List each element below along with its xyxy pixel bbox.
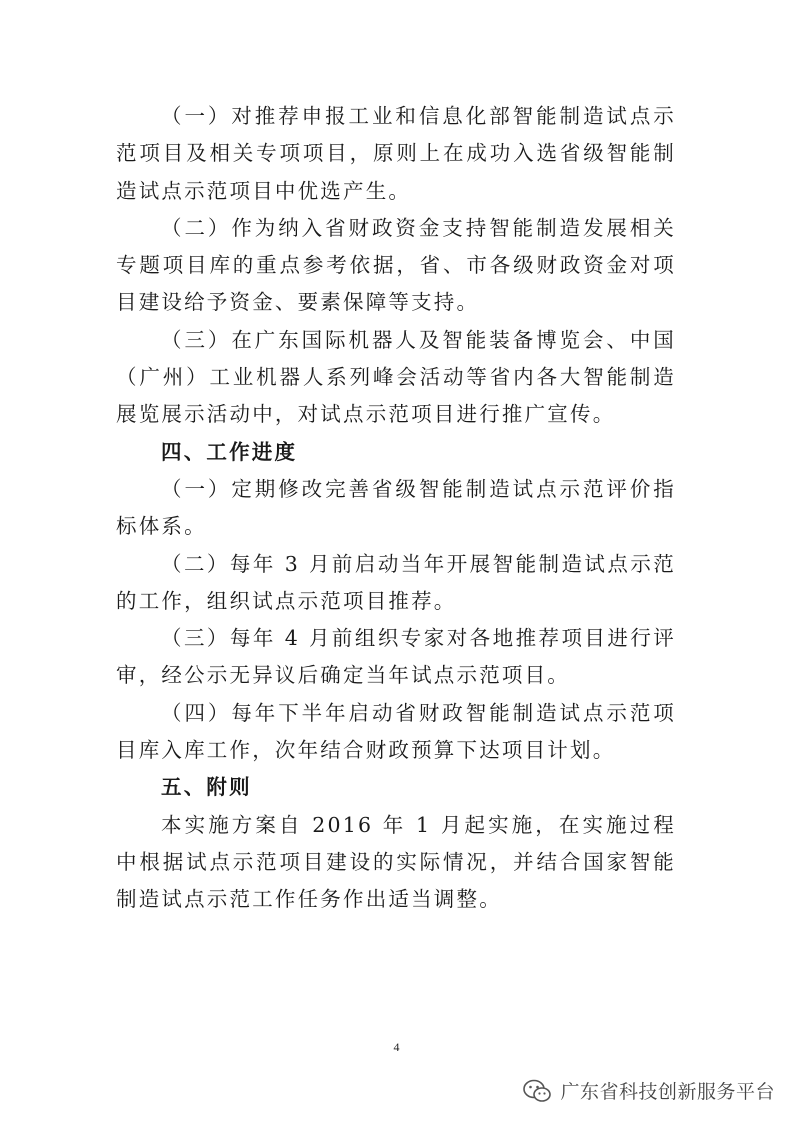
wechat-icon: [522, 1078, 552, 1104]
paragraph-progress-4: （四）每年下半年启动省财政智能制造试点示范项目库入库工作，次年结合财政预算下达项目计划。: [116, 700, 676, 763]
paragraph-support-2: （二）作为纳入省财政资金支持智能制造发展相关专题项目库的重点参考依据，省、市各级财政资金对项目建设给予资金、要素保障等支持。: [116, 215, 676, 315]
paragraph-progress-1: （一）定期修改完善省级智能制造试点示范评价指标体系。: [116, 476, 676, 539]
paragraph-appendix: 本实施方案自 2016 年 1 月起实施，在实施过程中根据试点示范项目建设的实际情况，并结合国家智能制造试点示范工作任务作出适当调整。: [116, 812, 676, 912]
section-heading-progress: 四、工作进度: [161, 439, 298, 464]
paragraph-support-1: （一）对推荐申报工业和信息化部智能制造试点示范项目及相关专项项目，原则上在成功入选省级智能制造试点示范项目中优选产生。: [116, 104, 676, 203]
watermark-text: 广东省科技创新服务平台: [560, 1081, 775, 1103]
section-heading-appendix: 五、附则: [161, 775, 252, 800]
paragraph-progress-3: （三）每年 4 月前组织专家对各地推荐项目进行评审，经公示无异议后确定当年试点示范项目。: [116, 626, 676, 688]
paragraph-progress-2: （二）每年 3 月前启动当年开展智能制造试点示范的工作，组织试点示范项目推荐。: [116, 551, 676, 613]
paragraph-support-3: （三）在广东国际机器人及智能装备博览会、中国（广州）工业机器人系列峰会活动等省内各大智能制造展览展示活动中，对试点示范项目进行推广宣传。: [116, 327, 676, 427]
page-number: 4: [393, 1040, 400, 1054]
document-body: [116, 98, 676, 919]
watermark: [522, 1077, 775, 1104]
